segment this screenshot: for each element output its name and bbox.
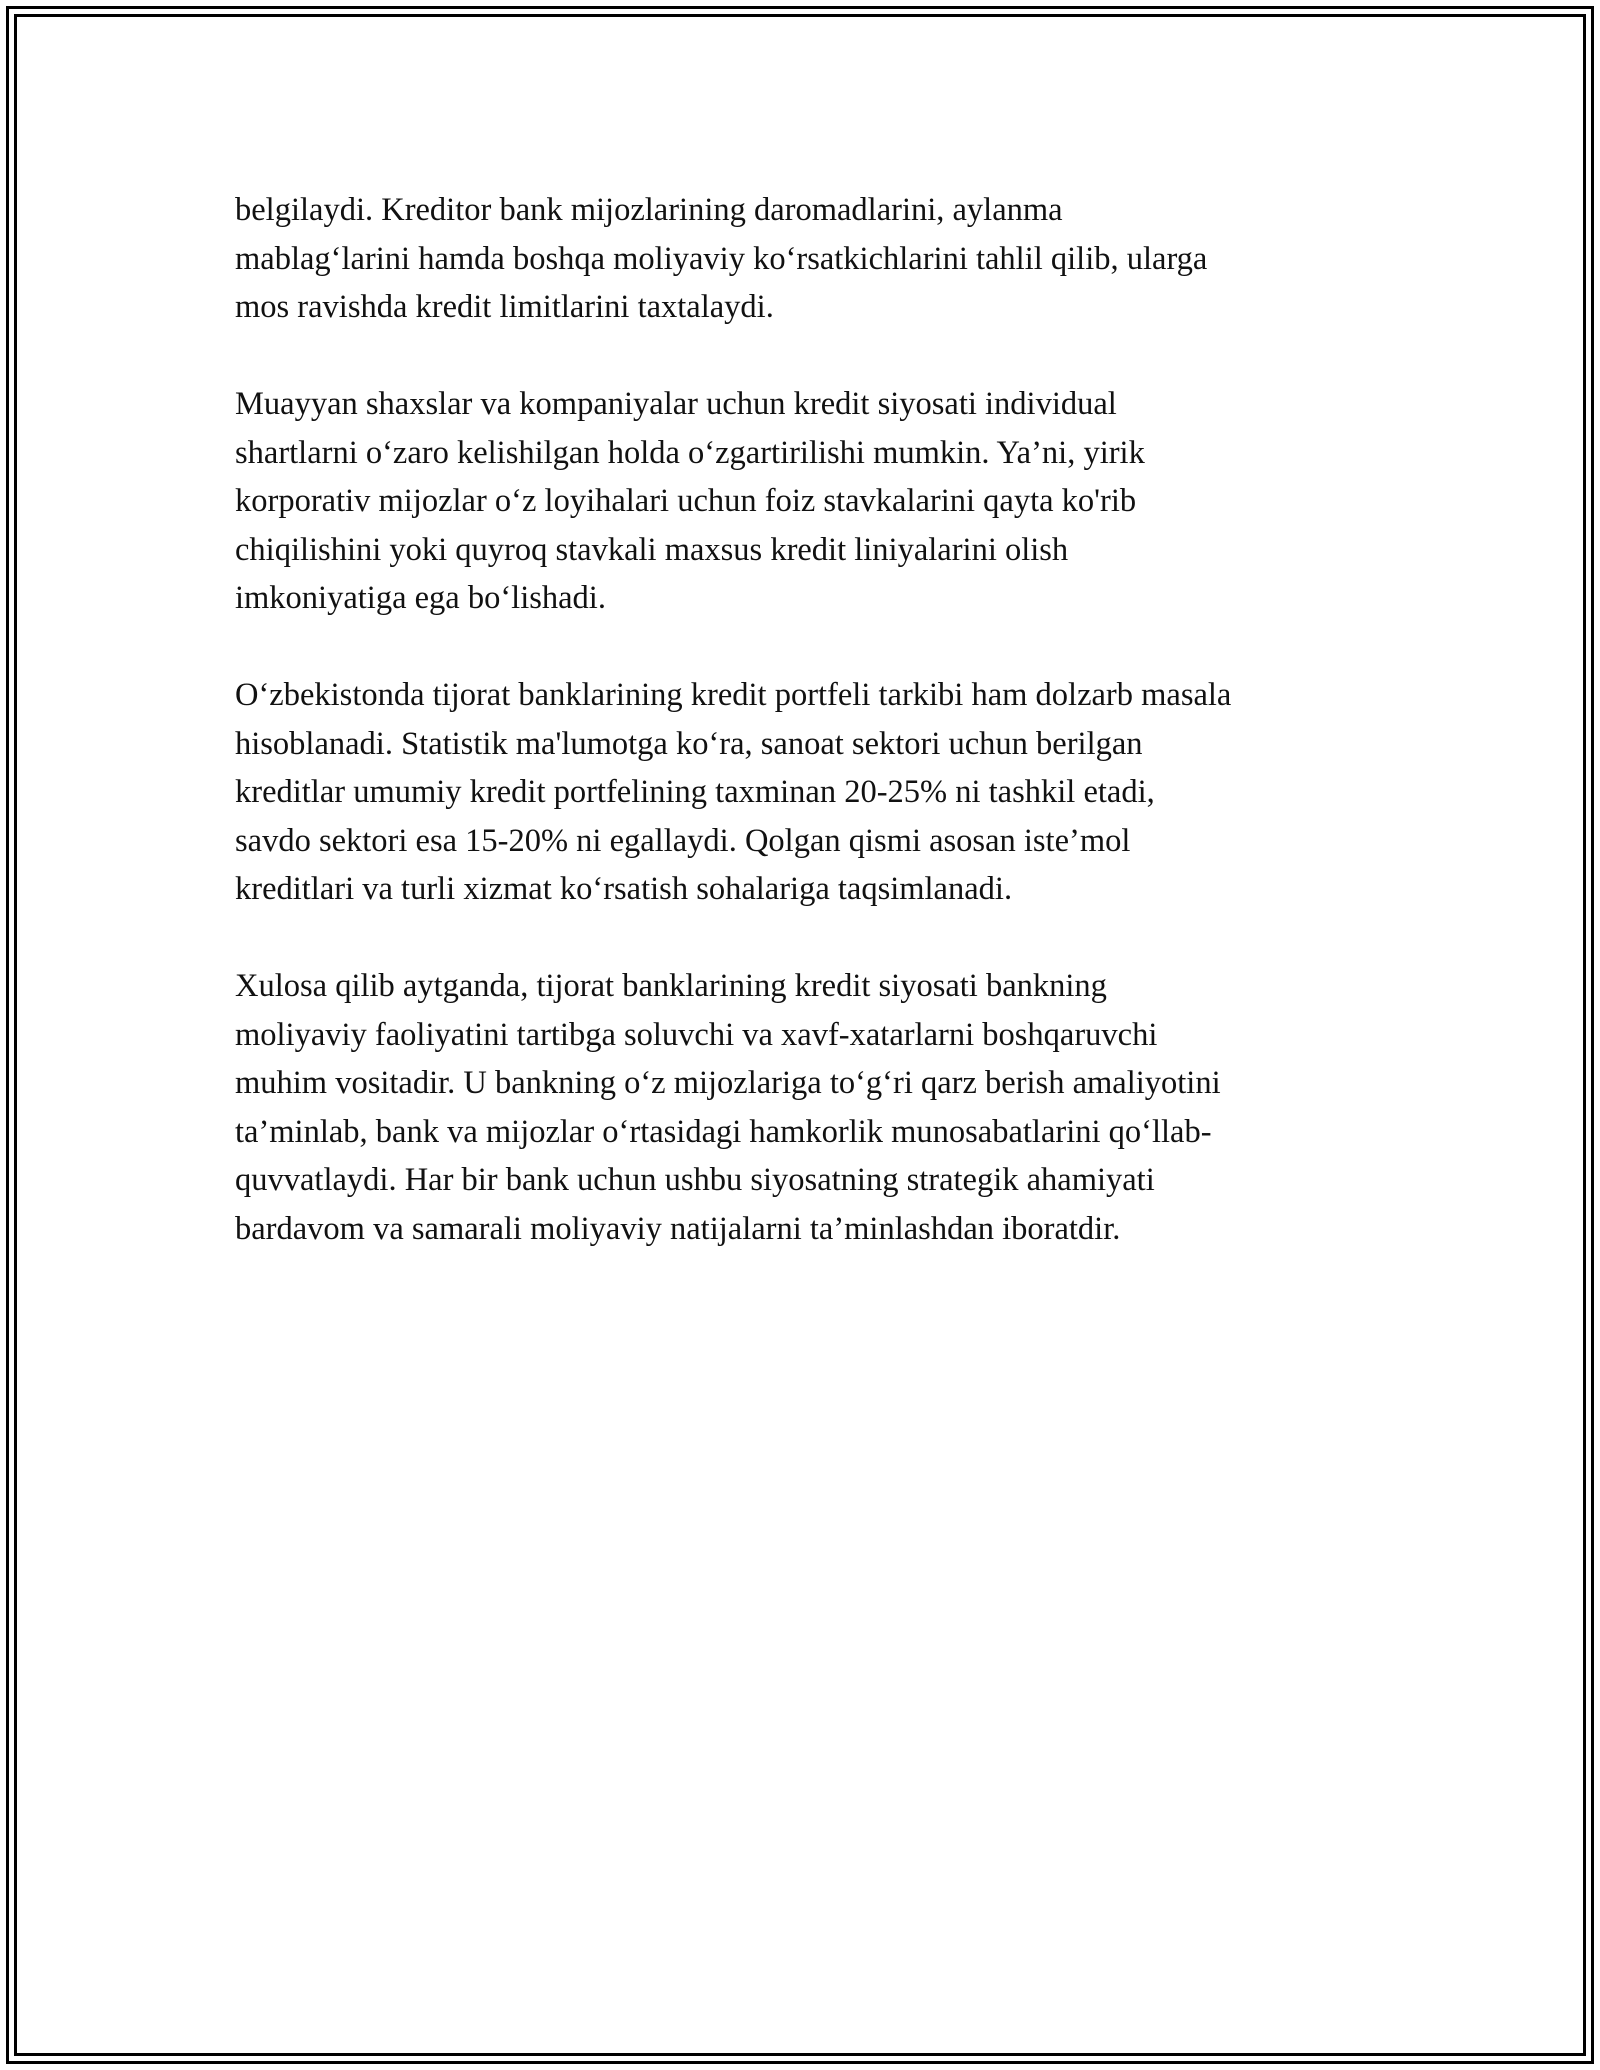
text-line: mos ravishda kredit limitlarini taxtalaydi.: [235, 289, 774, 325]
text-line: shartlarni o‘zaro kelishilgan holda o‘zgartirilishi mumkin. Ya’ni, yirik: [235, 434, 1145, 471]
text-line: bardavom va samarali moliyaviy natijalarni ta’minlashdan iboratdir.: [235, 1210, 1121, 1247]
text-line: O‘zbekistonda tijorat banklarining kredit portfeli tarkibi ham dolzarb masala: [235, 677, 1232, 713]
text-line: savdo sektori esa 15-20% ni egallaydi. Qolgan qismi asosan iste’mol: [235, 822, 1131, 859]
paragraph-3: [235, 671, 1385, 914]
text-line: quvvatlaydi. Har bir bank uchun ushbu siyosatning strategik ahamiyati: [235, 1162, 1155, 1198]
text-line: kreditlar umumiy kredit portfelining taxminan 20-25% ni tashkil etadi,: [235, 774, 1155, 810]
text-line: hisoblanadi. Statistik ma'lumotga ko‘ra, sanoat sektori uchun berilgan: [235, 725, 1143, 762]
paragraph-4: [235, 962, 1385, 1253]
text-line: muhim vositadir. U bankning o‘z mijozlariga to‘g‘ri qarz berish amaliyotini: [235, 1065, 1221, 1101]
text-line: mablag‘larini hamda boshqa moliyaviy ko‘rsatkichlarini tahlil qilib, ularga: [235, 240, 1208, 277]
text-line: ta’minlab, bank va mijozlar o‘rtasidagi hamkorlik munosabatlarini qo‘llab-: [235, 1113, 1212, 1150]
text-line: moliyaviy faoliyatini tartibga soluvchi va xavf-xatarlarni boshqaruvchi: [235, 1016, 1158, 1053]
paragraph-1: [235, 186, 1385, 332]
text-line: chiqilishini yoki quyroq stavkali maxsus kredit liniyalarini olish: [235, 531, 1069, 568]
text-line: belgilaydi. Kreditor bank mijozlarining daromadlarini, aylanma: [235, 192, 1063, 228]
text-line: korporativ mijozlar o‘z loyihalari uchun foiz stavkalarini qayta ko'rib: [235, 483, 1137, 519]
text-line: Muayyan shaxslar va kompaniyalar uchun kredit siyosati individual: [235, 386, 1117, 422]
text-line: Xulosa qilib aytganda, tijorat banklarining kredit siyosati bankning: [235, 968, 1107, 1004]
text-line: imkoniyatiga ega bo‘lishadi.: [235, 580, 606, 616]
document-body: [235, 186, 1385, 1302]
paragraph-2: [235, 380, 1385, 623]
text-line: kreditlari va turli xizmat ko‘rsatish sohalariga taqsimlanadi.: [235, 871, 1013, 907]
